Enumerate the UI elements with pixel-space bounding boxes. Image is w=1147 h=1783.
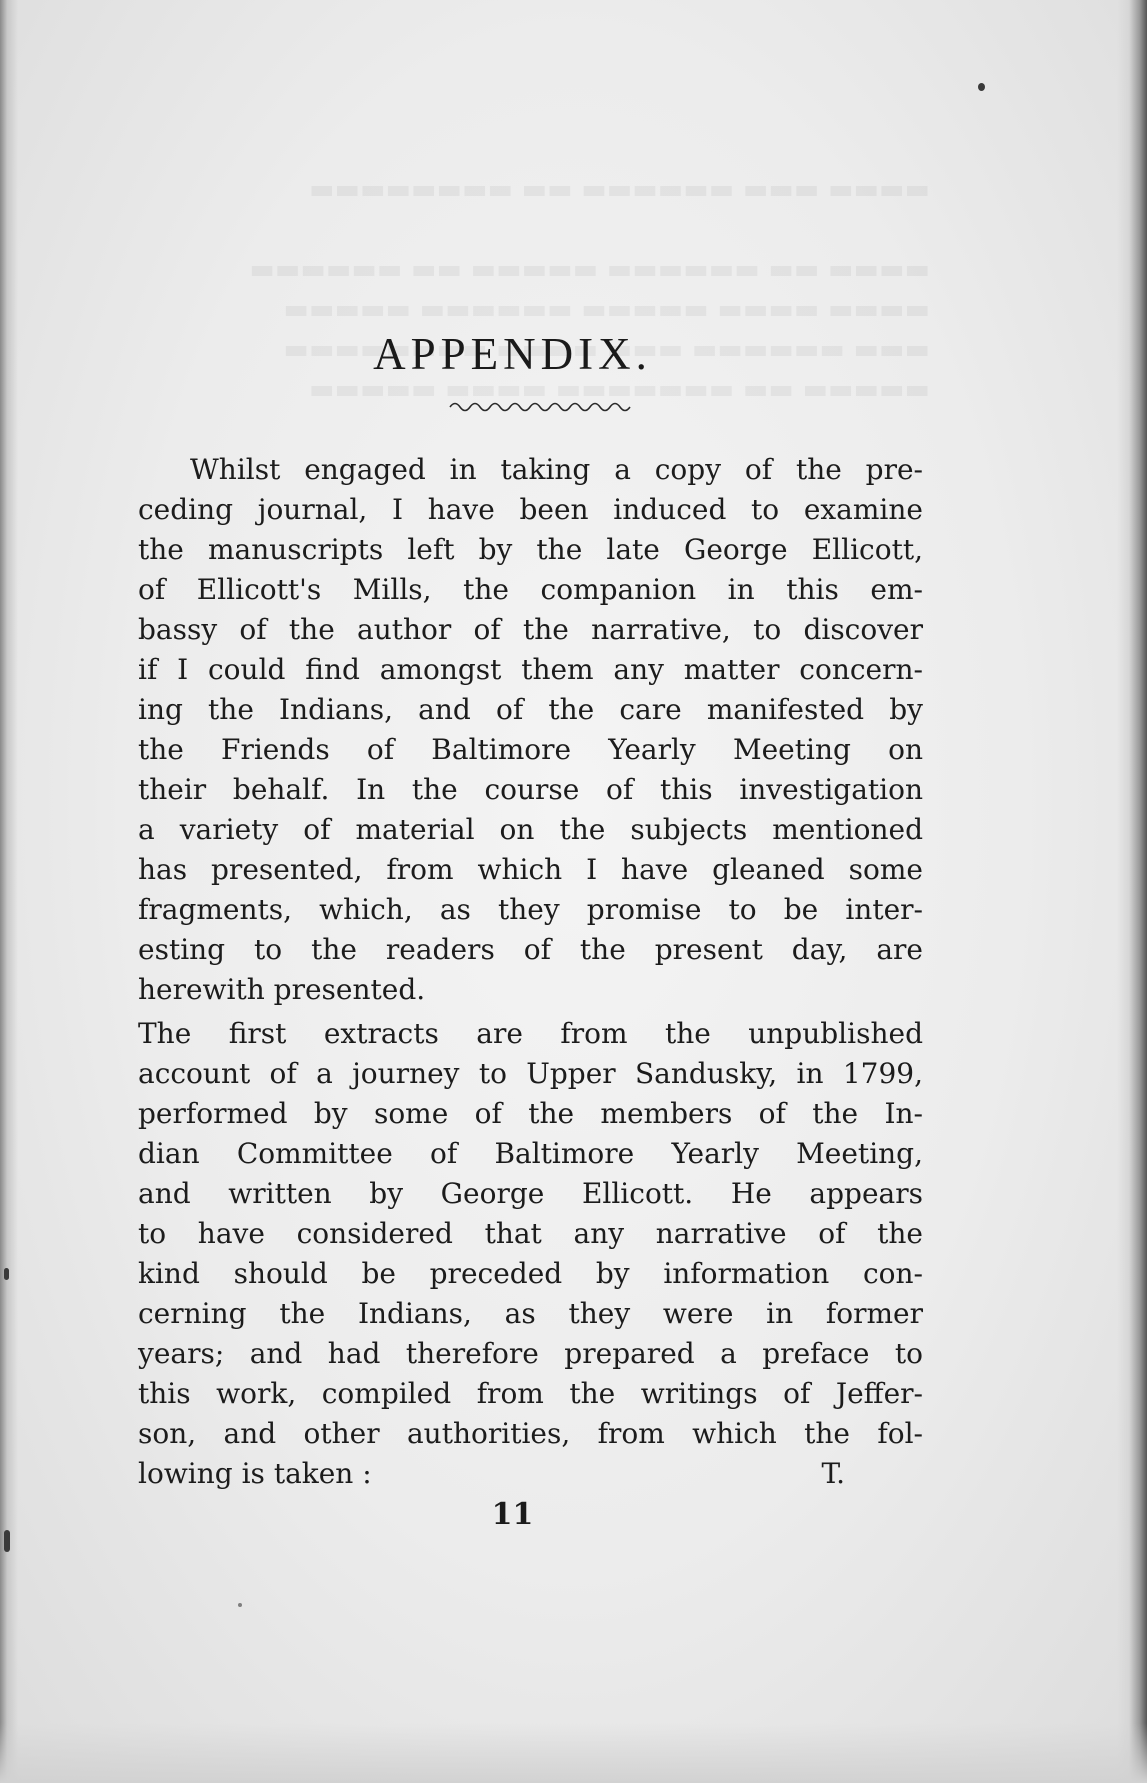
- text-line: a variety of material on the subjects mentioned: [138, 813, 923, 846]
- text-line: to have considered that any narrative of the: [138, 1217, 923, 1250]
- text-line: and written by George Ellicott. He appears: [138, 1177, 923, 1210]
- closing-line: [138, 1454, 923, 1494]
- ink-spot: [4, 1530, 10, 1552]
- ink-spot: [978, 83, 985, 91]
- text-line: years; and had therefore prepared a preface to: [138, 1337, 923, 1370]
- wavy-rule-ornament: [448, 398, 634, 412]
- page-bottom-shadow: [0, 1723, 1147, 1783]
- paragraph-2: [138, 1014, 923, 1494]
- text-line: account of a journey to Upper Sandusky, in 1799,: [138, 1057, 923, 1090]
- appendix-heading: APPENDIX.: [373, 329, 652, 379]
- text-line: The first extracts are from the unpublished: [138, 1017, 923, 1050]
- page-number: 11: [491, 1497, 534, 1532]
- text-line: lowing is taken :: [138, 1457, 372, 1490]
- text-line: fragments, which, as they promise to be inter-: [138, 893, 923, 926]
- text-line: bassy of the author of the narrative, to discover: [138, 613, 923, 646]
- ink-spot: [238, 1603, 242, 1607]
- text-line: performed by some of the members of the In-: [138, 1097, 923, 1130]
- text-line: Whilst engaged in taking a copy of the pre-: [190, 453, 923, 486]
- text-line: the manuscripts left by the late George Ellicott,: [138, 533, 923, 566]
- text-line: of Ellicott's Mills, the companion in this em-: [138, 573, 923, 606]
- signature-initial: T.: [821, 1457, 845, 1490]
- paragraph-1: [138, 450, 923, 1010]
- text-line: has presented, from which I have gleaned some: [138, 853, 923, 886]
- text-line: son, and other authorities, from which the fol-: [138, 1417, 923, 1450]
- text-line: if I could find amongst them any matter concern-: [138, 653, 923, 686]
- text-line: esting to the readers of the present day, are: [138, 933, 923, 966]
- text-line: ceding journal, I have been induced to examine: [138, 493, 923, 526]
- text-line: their behalf. In the course of this investigation: [138, 773, 923, 806]
- text-line: cerning the Indians, as they were in former: [138, 1297, 923, 1330]
- text-line: kind should be preceded by information con-: [138, 1257, 923, 1290]
- text-line: herewith presented.: [138, 973, 426, 1006]
- text-line: the Friends of Baltimore Yearly Meeting on: [138, 733, 923, 766]
- ink-spot: [4, 1268, 9, 1280]
- text-line: dian Committee of Baltimore Yearly Meeting,: [138, 1137, 923, 1170]
- text-line: this work, compiled from the writings of Jeffer-: [138, 1377, 923, 1410]
- page-right-edge: [1117, 0, 1147, 1783]
- appendix-body: [138, 450, 923, 1494]
- text-line: ing the Indians, and of the care manifested by: [138, 693, 923, 726]
